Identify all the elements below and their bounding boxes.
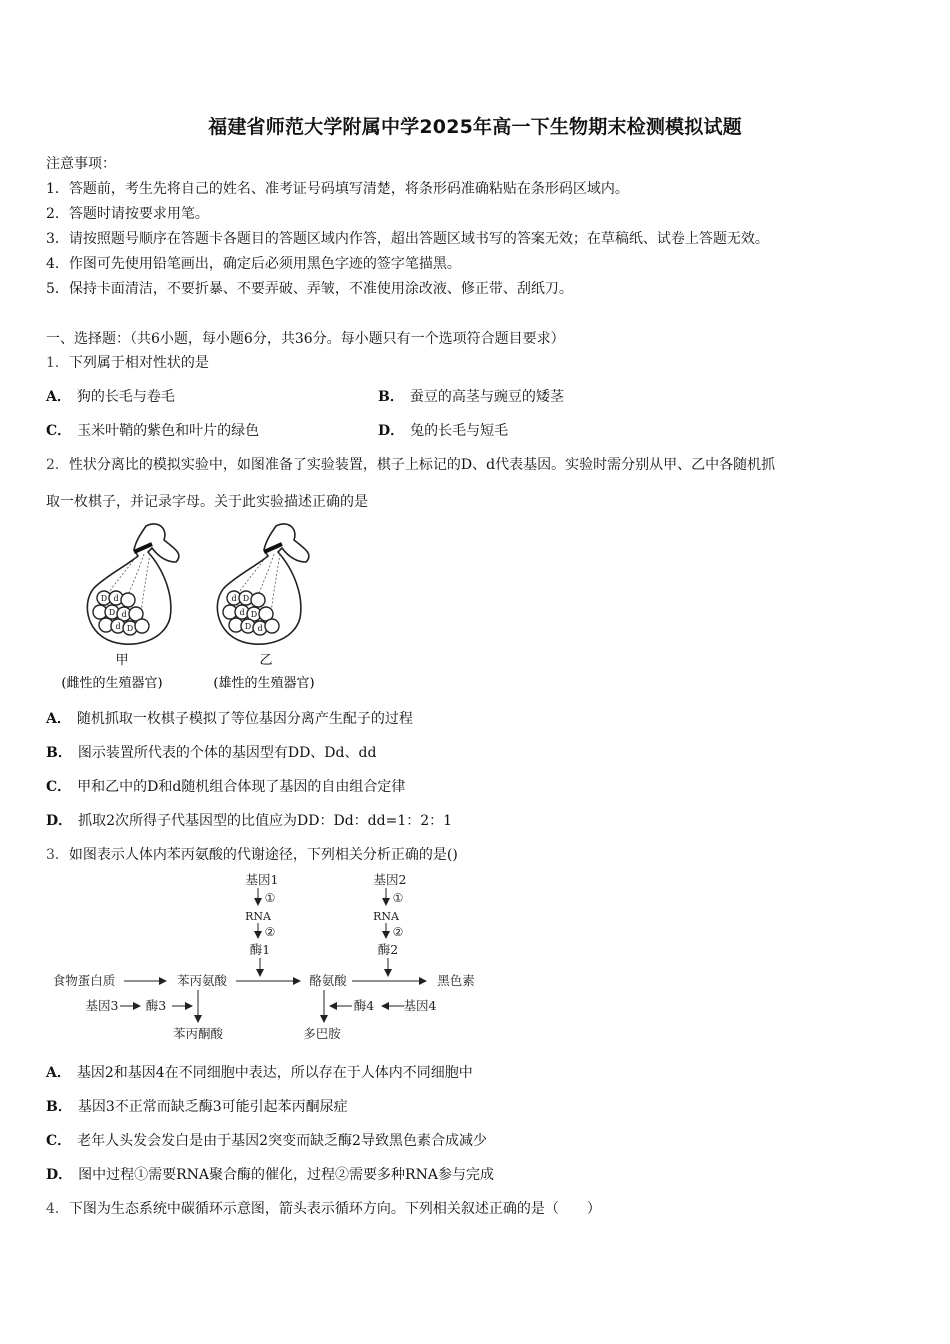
ball-label-d: d bbox=[121, 610, 127, 619]
food-protein-label: 食物蛋白质 bbox=[52, 973, 116, 988]
step1-label: ① bbox=[264, 891, 276, 905]
option-text: 老年人头发会发白是由于基因2突变而缺乏酶2导致黑色素合成减少 bbox=[77, 1133, 487, 1149]
q1-option-b bbox=[378, 386, 564, 406]
question-2-stem bbox=[46, 454, 775, 474]
ball-label-D: D bbox=[126, 624, 134, 633]
notice-item: 2．答题时请按要求用笔。 bbox=[46, 206, 209, 222]
q3-option-d bbox=[46, 1164, 494, 1184]
question-text: 如图表示人体内苯丙氨酸的代谢途径，下列相关分析正确的是() bbox=[68, 847, 458, 863]
notice-item: 4．作图可先使用铅笔画出，确定后必须用黑色字迹的签字笔描黑。 bbox=[46, 256, 461, 272]
q3-option-b bbox=[46, 1096, 348, 1116]
ball-label-d: d bbox=[257, 624, 263, 633]
enzyme1-label: 酶1 bbox=[249, 942, 271, 957]
option-text: 基因3不正常而缺乏酶3可能引起苯丙酮尿症 bbox=[77, 1099, 348, 1115]
step1-label: ① bbox=[392, 891, 404, 905]
step2-label: ② bbox=[392, 925, 404, 939]
ball-label-D: D bbox=[242, 594, 250, 603]
bag-right bbox=[213, 524, 314, 691]
option-text: 基因2和基因4在不同细胞中表达，所以存在于人体内不同细胞中 bbox=[76, 1065, 473, 1081]
q1-option-a bbox=[46, 386, 175, 406]
bag-right-caption: (雄性的生殖器官) bbox=[213, 676, 315, 691]
option-label: D． bbox=[378, 423, 405, 439]
bag-figure bbox=[46, 518, 346, 696]
rna-label: RNA bbox=[245, 910, 271, 923]
q2-option-b bbox=[46, 742, 376, 762]
step2-label: ② bbox=[264, 925, 276, 939]
option-label: D． bbox=[46, 1167, 73, 1183]
question-number: 3． bbox=[46, 847, 69, 863]
option-label: B． bbox=[378, 389, 404, 405]
rna-label: RNA bbox=[373, 910, 399, 923]
option-label: B． bbox=[46, 745, 72, 761]
notice-item: 1．答题前，考生先将自己的姓名、准考证号码填写清楚，将条形码准确粘贴在条形码区域内。 bbox=[46, 181, 629, 197]
dopamine-label: 多巴胺 bbox=[303, 1026, 341, 1041]
tyrosine-label: 酪氨酸 bbox=[309, 973, 347, 988]
option-label: A． bbox=[46, 711, 71, 727]
bag-right-name: 乙 bbox=[259, 653, 273, 668]
option-text: 狗的长毛与卷毛 bbox=[76, 389, 175, 405]
question-3-stem bbox=[46, 844, 458, 864]
notice-heading: 注意事项： bbox=[46, 156, 116, 172]
gene3-label: 基因3 bbox=[85, 998, 119, 1013]
ball-label-D: D bbox=[100, 594, 108, 603]
ball-label-d: d bbox=[113, 594, 119, 603]
melanin-label: 黑色素 bbox=[437, 973, 475, 988]
question-1-stem bbox=[46, 352, 209, 372]
notice-item: 3．请按照题号顺序在答题卡各题目的答题区域内作答，超出答题区域书写的答案无效；在草稿纸、试卷上答题无效。 bbox=[46, 231, 769, 247]
q2-option-d bbox=[46, 810, 452, 830]
option-text: 抓取2次所得子代基因型的比值应为DD：Dd：dd=1：2：1 bbox=[78, 813, 453, 829]
gene1-label: 基因1 bbox=[245, 872, 279, 887]
option-label: B． bbox=[46, 1099, 72, 1115]
q3-option-a bbox=[46, 1062, 473, 1082]
phenylalanine-label: 苯丙氨酸 bbox=[176, 973, 228, 988]
option-text: 兔的长毛与短毛 bbox=[410, 423, 509, 439]
ball-label-d: d bbox=[115, 622, 121, 631]
page-title: 福建省师范大学附属中学2025年高一下生物期末检测模拟试题 bbox=[208, 116, 742, 138]
q1-option-c bbox=[46, 420, 259, 440]
q1-option-d bbox=[378, 420, 508, 440]
bag-left-name: 甲 bbox=[115, 653, 129, 668]
option-label: A． bbox=[46, 389, 71, 405]
ball-label-d: d bbox=[239, 608, 245, 617]
bag-left-caption: (雌性的生殖器官) bbox=[61, 676, 163, 691]
option-text: 图中过程①需要RNA聚合酶的催化，过程②需要多种RNA参与完成 bbox=[78, 1167, 494, 1183]
enzyme3-label: 酶3 bbox=[145, 998, 167, 1013]
enzyme4-label: 酶4 bbox=[353, 998, 375, 1013]
ball-label-d: d bbox=[231, 594, 237, 603]
question-number: 2． bbox=[46, 457, 69, 473]
option-label: C． bbox=[46, 779, 72, 795]
option-text: 甲和乙中的D和d随机组合体现了基因的自由组合定律 bbox=[77, 779, 406, 795]
option-label: A． bbox=[46, 1065, 71, 1081]
phenylpyruvic-acid-label: 苯丙酮酸 bbox=[172, 1026, 224, 1041]
question-number: 1． bbox=[46, 355, 69, 371]
option-text: 玉米叶鞘的紫色和叶片的绿色 bbox=[77, 423, 260, 439]
bag-left bbox=[61, 524, 178, 691]
question-text: 下列属于相对性状的是 bbox=[68, 355, 209, 371]
q2-option-a bbox=[46, 708, 413, 728]
q2-option-c bbox=[46, 776, 405, 796]
gene2-label: 基因2 bbox=[373, 872, 407, 887]
ball-label-D: D bbox=[108, 608, 116, 617]
ball-label-D: D bbox=[250, 610, 258, 619]
option-label: C． bbox=[46, 1133, 72, 1149]
q3-option-c bbox=[46, 1130, 487, 1150]
question-number: 4． bbox=[46, 1201, 69, 1217]
question-4-stem bbox=[46, 1198, 601, 1218]
question-text: 下图为生态系统中碳循环示意图，箭头表示循环方向。下列相关叙述正确的是（ ） bbox=[68, 1201, 601, 1217]
notice-item: 5．保持卡面清洁，不要折暴、不要弄破、弄皱，不准使用涂改液、修正带、刮纸刀。 bbox=[46, 281, 573, 297]
option-text: 图示装置所代表的个体的基因型有DD、Dd、dd bbox=[77, 745, 377, 761]
gene4-label: 基因4 bbox=[403, 998, 437, 1013]
question-2-stem-cont: 取一枚棋子，并记录字母。关于此实验描述正确的是 bbox=[46, 494, 368, 510]
option-label: D． bbox=[46, 813, 73, 829]
metabolism-diagram bbox=[46, 868, 516, 1048]
ball-label-D: D bbox=[244, 622, 252, 631]
question-text: 性状分离比的模拟实验中，如图准备了实验装置，棋子上标记的D、d代表基因。实验时需分别从甲、乙中各随机抓 bbox=[68, 457, 776, 473]
option-label: C． bbox=[46, 423, 72, 439]
option-text: 蚕豆的高茎与豌豆的矮茎 bbox=[409, 389, 564, 405]
section-heading: 一、选择题：（共6小题，每小题6分，共36分。每小题只有一个选项符合题目要求） bbox=[46, 331, 565, 347]
enzyme2-label: 酶2 bbox=[377, 942, 399, 957]
option-text: 随机抓取一枚棋子模拟了等位基因分离产生配子的过程 bbox=[76, 711, 413, 727]
